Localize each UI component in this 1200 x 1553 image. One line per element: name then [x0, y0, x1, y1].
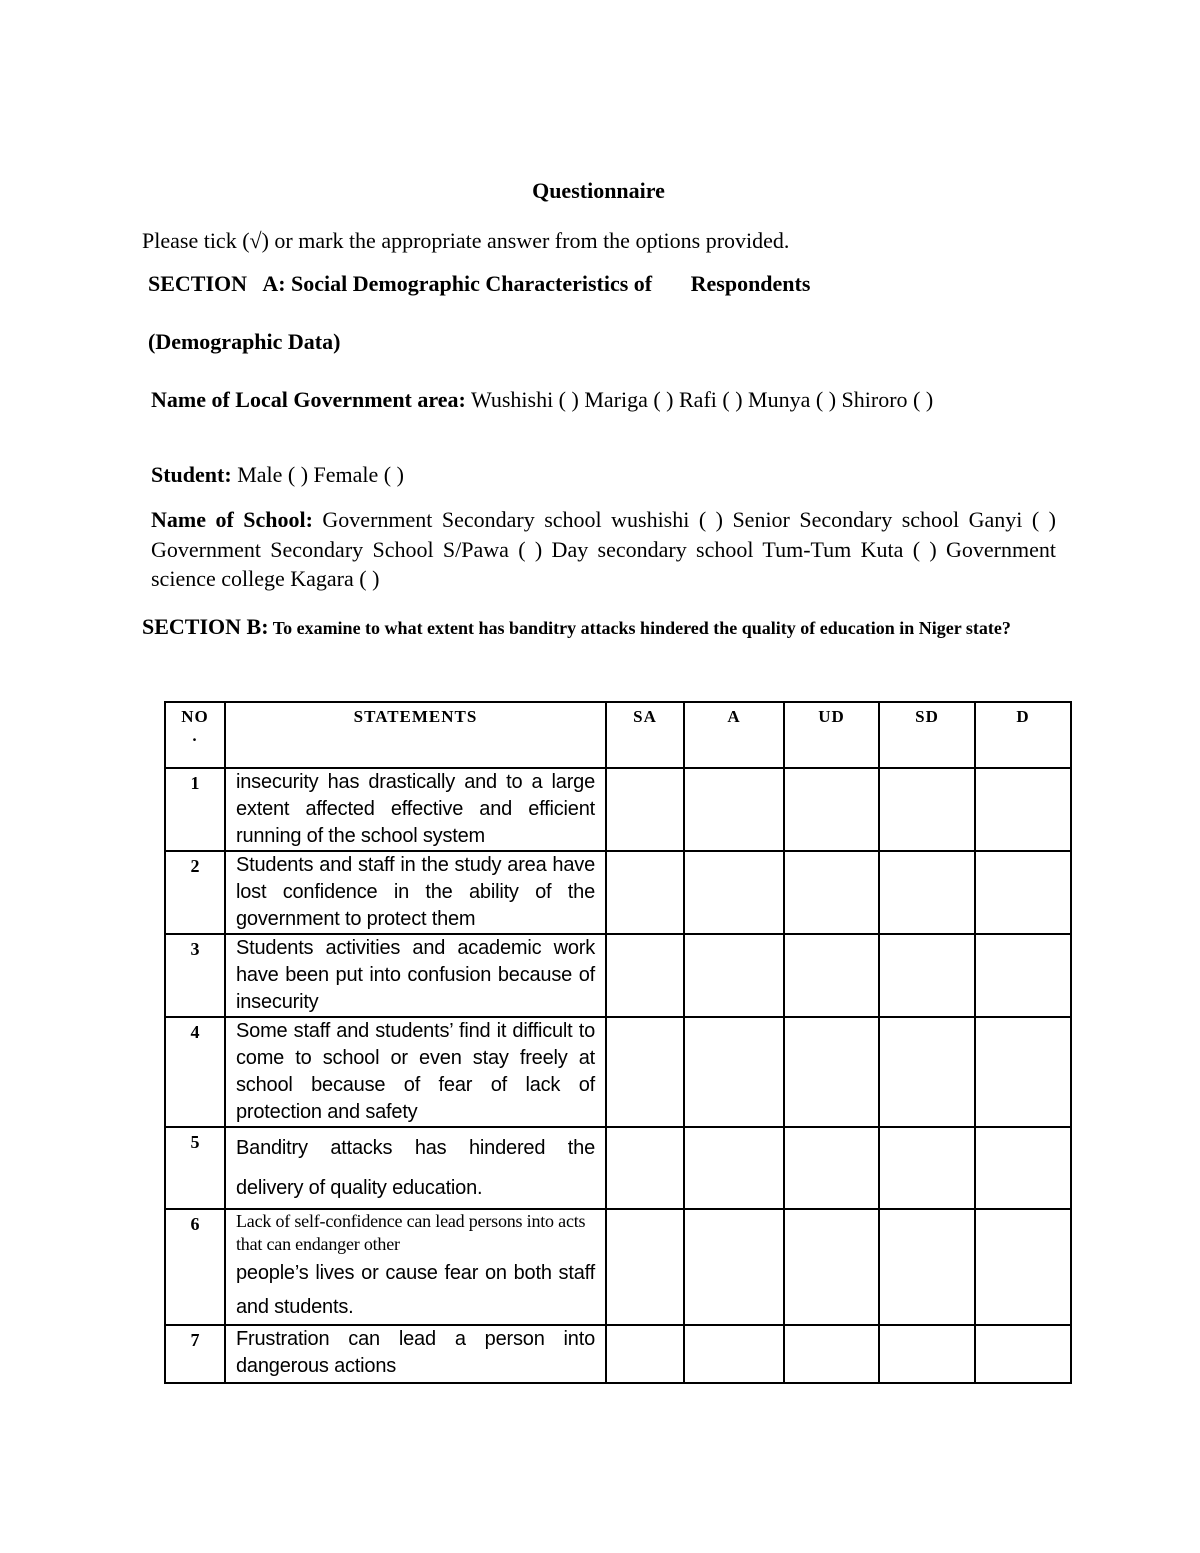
a-cell[interactable] — [684, 1017, 784, 1127]
sa-cell[interactable] — [606, 768, 684, 851]
table-row — [165, 1017, 1071, 1127]
sd-cell[interactable] — [879, 851, 975, 934]
ud-cell[interactable] — [784, 1017, 879, 1127]
table-row — [165, 768, 1071, 851]
table-row — [165, 851, 1071, 934]
section-b-text: To examine to what extent has banditry attacks hindered the quality of education in Niger state? — [268, 618, 1011, 638]
header-ud: UD — [784, 702, 879, 768]
row-statement: Students and staff in the study area have lost confidence in the ability of the government to protect them — [225, 851, 606, 934]
likert-table — [164, 701, 1072, 1384]
row-number: 6 — [165, 1209, 225, 1325]
row-number: 2 — [165, 851, 225, 934]
table-row — [165, 1209, 1071, 1325]
section-b-lead: SECTION B: — [142, 614, 269, 639]
sd-cell[interactable] — [879, 1209, 975, 1325]
sa-cell[interactable] — [606, 1127, 684, 1209]
header-sa: SA — [606, 702, 684, 768]
ud-cell[interactable] — [784, 1325, 879, 1383]
a-cell[interactable] — [684, 1209, 784, 1325]
sa-cell[interactable] — [606, 934, 684, 1017]
sd-cell[interactable] — [879, 768, 975, 851]
d-cell[interactable] — [975, 851, 1071, 934]
a-cell[interactable] — [684, 851, 784, 934]
student-label: Student: — [151, 462, 232, 487]
lga-options: Wushishi ( ) Mariga ( ) Rafi ( ) Munya ( ) Shiroro ( ) — [465, 387, 934, 412]
a-cell[interactable] — [684, 1127, 784, 1209]
section-a-subheading: (Demographic Data) — [148, 329, 341, 354]
sd-cell[interactable] — [879, 1127, 975, 1209]
row-number: 7 — [165, 1325, 225, 1383]
student-options: Male ( ) Female ( ) — [231, 462, 404, 487]
instruction-text: Please tick (√) or mark the appropriate answer from the options provided. — [142, 228, 790, 253]
row-statement — [225, 1209, 606, 1325]
a-cell[interactable] — [684, 1325, 784, 1383]
row-number: 3 — [165, 934, 225, 1017]
page-title: Questionnaire — [532, 178, 665, 203]
sd-cell[interactable] — [879, 1017, 975, 1127]
d-cell[interactable] — [975, 1325, 1071, 1383]
row-statement: Students activities and academic work have been put into confusion because of insecurity — [225, 934, 606, 1017]
header-no-dot: . — [192, 726, 198, 745]
school-label: Name of School: — [151, 507, 313, 532]
lga-question — [151, 385, 1056, 415]
row-statement: insecurity has drastically and to a large extent affected effective and efficient running of the school system — [225, 768, 606, 851]
ud-cell[interactable] — [784, 934, 879, 1017]
school-options: Government Secondary school wushishi ( ) Senior Secondary school Ganyi ( ) Government Secondary School S/Pawa ( ) Day secondary school Tum-Tum Kuta ( ) Government science college Kagara ( ) — [151, 507, 1056, 591]
d-cell[interactable] — [975, 1017, 1071, 1127]
school-question — [151, 505, 1056, 594]
row-number: 1 — [165, 768, 225, 851]
sa-cell[interactable] — [606, 851, 684, 934]
row-statement: Frustration can lead a person into dangerous actions — [225, 1325, 606, 1383]
header-d: D — [975, 702, 1071, 768]
row-statement-part-1: Lack of self-confidence can lead persons into acts that can endanger other — [236, 1211, 586, 1254]
a-cell[interactable] — [684, 768, 784, 851]
d-cell[interactable] — [975, 934, 1071, 1017]
ud-cell[interactable] — [784, 1209, 879, 1325]
table-header-row — [165, 702, 1071, 768]
table-row — [165, 1325, 1071, 1383]
section-b-heading — [142, 608, 1062, 647]
ud-cell[interactable] — [784, 768, 879, 851]
d-cell[interactable] — [975, 1127, 1071, 1209]
row-statement: Banditry attacks has hindered the delivery of quality education. — [225, 1127, 606, 1209]
sa-cell[interactable] — [606, 1325, 684, 1383]
d-cell[interactable] — [975, 768, 1071, 851]
row-number: 4 — [165, 1017, 225, 1127]
section-a-heading: SECTION A: Social Demographic Characteristics of Respondents — [148, 271, 811, 296]
row-number: 5 — [165, 1127, 225, 1209]
lga-label: Name of Local Government area: — [151, 387, 466, 412]
sd-cell[interactable] — [879, 934, 975, 1017]
sd-cell[interactable] — [879, 1325, 975, 1383]
table-row — [165, 934, 1071, 1017]
ud-cell[interactable] — [784, 1127, 879, 1209]
header-statements: STATEMENTS — [225, 702, 606, 768]
ud-cell[interactable] — [784, 851, 879, 934]
table-row — [165, 1127, 1071, 1209]
header-sd: SD — [879, 702, 975, 768]
row-statement-part-2: people’s lives or cause fear on both staff and students. — [236, 1262, 595, 1318]
a-cell[interactable] — [684, 934, 784, 1017]
header-no: NO . — [165, 702, 225, 768]
sa-cell[interactable] — [606, 1017, 684, 1127]
d-cell[interactable] — [975, 1209, 1071, 1325]
row-statement: Some staff and students’ find it difficult to come to school or even stay freely at school because of fear of lack of protection and safety — [225, 1017, 606, 1127]
header-a: A — [684, 702, 784, 768]
student-question — [151, 460, 1056, 490]
sa-cell[interactable] — [606, 1209, 684, 1325]
